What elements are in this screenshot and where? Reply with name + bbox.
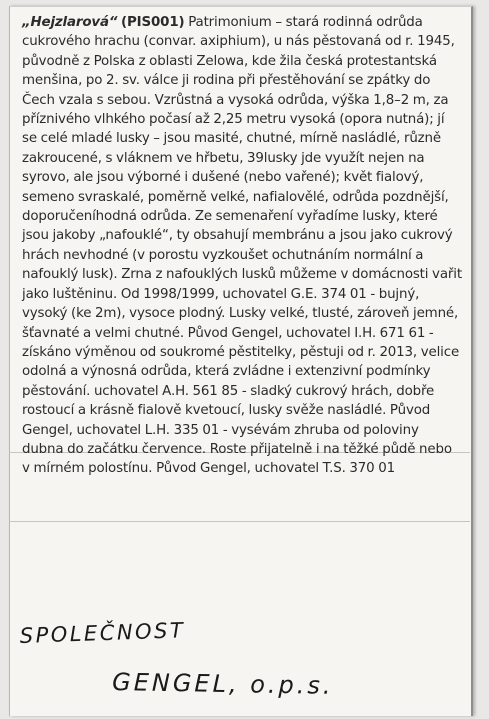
signature-line-2: GENGEL, o.p.s. [111,668,334,700]
variety-description [22,13,462,479]
paper-crease [9,521,470,522]
description-text: Patrimonium – stará rodinná odrůda cukrového hrachu (convar. axiphium), u nás pěstovaná od r. 1945, původně z Polska z oblasti Zelowa, kde žila česká protestantská menšina, po 2. sv. válce ji rodina při přestěhování se zpátky do Čech vzala s sebou. Vzrůstná a vysoká odrůda, výška 1,8–2 m, za příznivého vlhkého počasí až 2,25 metru vysoká (opora nutná); jí se celé mladé lusky – jsou masité, chutné, mírně nasládlé, různě zakroucené, s vláknem ve hřbetu, 39lusky jde využít nejen na syrovo, ale jsou výborné i dušené (nebo vařené); květ fialový, semeno svraskalé, poměrně velké, nafialovělé, odrůda pozdnější, doporučeníhodná odrůda. Ze semenaření vyřadíme lusky, které jsou jakoby „nafouklé“, ty obsahují membránu a jsou jako cukrový hrách nevhodné (v porostu vyzkoušet ochutnáním normální a nafouklý lusk). Zrna z nafouklých lusků můžeme v domácnosti vařit jako luštěninu. Od 1998/1999, uchovatel G.E. 374 01 - bujný, vysoký (ke 2m), vysoce plodný. Lusky velké, tlusté, zároveň jemné, šťavnaté a velmi chutné. Původ Gengel, uchovatel I.H. 671 61 - získáno výměnou od soukromé pěstitelky, pěstuji od r. 2013, velice odolná a výnosná odrůda, která zvládne i extenzivní podmínky pěstování. uchovatel A.H. 561 85 - sladký cukrový hrách, dobře rostoucí a krásně fialově kvetoucí, lusky svěže nasládlé. Původ Gengel, uchovatel L.H. 335 01 - vysévám zhruba od poloviny dubna do začátku července. Roste přijatelně i na těžké půdě nebo v mírném polostínu. Původ Gengel, uchovatel T.S. 370 01 [22,15,462,477]
variety-code: (PIS001) [121,15,185,30]
variety-name: „Hejzlarová“ [22,15,118,30]
signature-line-1: SPOLEČNOST [19,618,186,648]
handwritten-signature [0,610,489,710]
